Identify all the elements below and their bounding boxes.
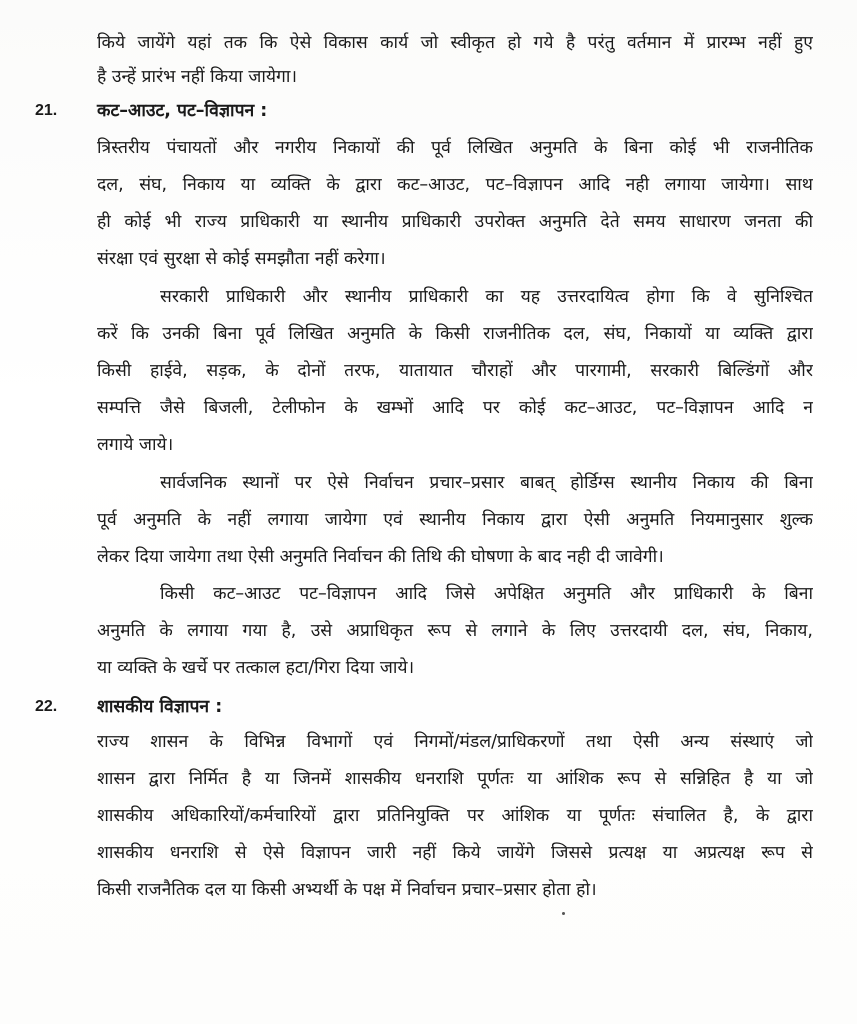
paragraph-line: किसी हाईवे, सड़क, के दोनों तरफ, यातायात चौराहों और पारगामी, सरकारी बिल्डिंगों और (97, 361, 813, 381)
paragraph-line: सरकारी प्राधिकारी और स्थानीय प्राधिकारी का यह उत्तरदायित्व होगा कि वे सुनिश्चित (160, 287, 813, 307)
section-heading: कट–आउट, पट–विज्ञापन : (97, 101, 268, 121)
paragraph-line: शासकीय धनराशि से ऐसे विज्ञापन जारी नहीं किये जायेंगे जिससे प्रत्यक्ष या अप्रत्यक्ष रूप से (97, 843, 813, 863)
paragraph-line: संरक्षा एवं सुरक्षा से कोई समझौता नहीं करेगा। (97, 249, 386, 269)
paragraph-line: अनुमति के लगाया गया है, उसे अप्राधिकृत रूप से लगाने के लिए उत्तरदायी दल, संघ, निकाय, (97, 621, 813, 641)
paragraph-line: राज्य शासन के विभिन्न विभागों एवं निगमों/मंडल/प्राधिकरणों तथा ऐसी अन्य संस्थाएं जो (97, 732, 813, 752)
paragraph-line: या व्यक्ति के खर्चे पर तत्काल हटा/गिरा दिया जाये। (97, 658, 415, 678)
paragraph-line: लगाये जाये। (97, 435, 174, 455)
section-number: 22. (35, 698, 58, 715)
intro-line: है उन्हें प्रारंभ नहीं किया जायेगा। (97, 67, 298, 87)
paragraph-line: दल, संघ, निकाय या व्यक्ति के द्वारा कट–आउट, पट–विज्ञापन आदि नही लगाया जायेगा। साथ (97, 175, 813, 195)
paragraph-line: करें कि उनकी बिना पूर्व लिखित अनुमति के किसी राजनीतिक दल, संघ, निकायों या व्यक्ति द्वारा (97, 324, 813, 344)
paragraph-line: किसी राजनैतिक दल या किसी अभ्यर्थी के पक्ष में निर्वाचन प्रचार–प्रसार होता हो। (97, 880, 597, 900)
paragraph-line: किसी कट–आउट पट–विज्ञापन आदि जिसे अपेक्षित अनुमति और प्राधिकारी के बिना (160, 584, 813, 604)
intro-line: किये जायेंगे यहां तक कि ऐसे विकास कार्य जो स्वीकृत हो गये है परंतु वर्तमान में प्रारम्भ नहीं हुए (97, 33, 813, 53)
section-heading: शासकीय विज्ञापन : (97, 697, 223, 717)
paragraph-line: पूर्व अनुमति के नहीं लगाया जायेगा एवं स्थानीय निकाय द्वारा ऐसी अनुमति नियमानुसार शुल्क (97, 510, 813, 530)
stray-mark (562, 912, 565, 915)
section-number: 21. (35, 102, 58, 119)
paragraph-line: शासकीय अधिकारियों/कर्मचारियों द्वारा प्रतिनियुक्ति पर आंशिक या पूर्णतः संचालित है, के द्वारा (97, 806, 813, 826)
paragraph-line: ही कोई भी राज्य प्राधिकारी या स्थानीय प्राधिकारी उपरोक्त अनुमति देते समय साधारण जनता की (97, 212, 813, 232)
paragraph-line: शासन द्वारा निर्मित है या जिनमें शासकीय धनराशि पूर्णतः या आंशिक रूप से सन्निहित है या जो (97, 769, 813, 789)
paragraph-line: त्रिस्तरीय पंचायतों और नगरीय निकायों की पूर्व लिखित अनुमति के बिना कोई भी राजनीतिक (97, 138, 813, 158)
paragraph-line: लेकर दिया जायेगा तथा ऐसी अनुमति निर्वाचन की तिथि की घोषणा के बाद नही दी जावेगी। (97, 547, 664, 567)
paragraph-line: सार्वजनिक स्थानों पर ऐसे निर्वाचन प्रचार–प्रसार बाबत् होर्डिग्स स्थानीय निकाय की बिना (160, 473, 813, 493)
paragraph-line: सम्पत्ति जैसे बिजली, टेलीफोन के खम्भों आदि पर कोई कट–आउट, पट–विज्ञापन आदि न (97, 398, 813, 418)
